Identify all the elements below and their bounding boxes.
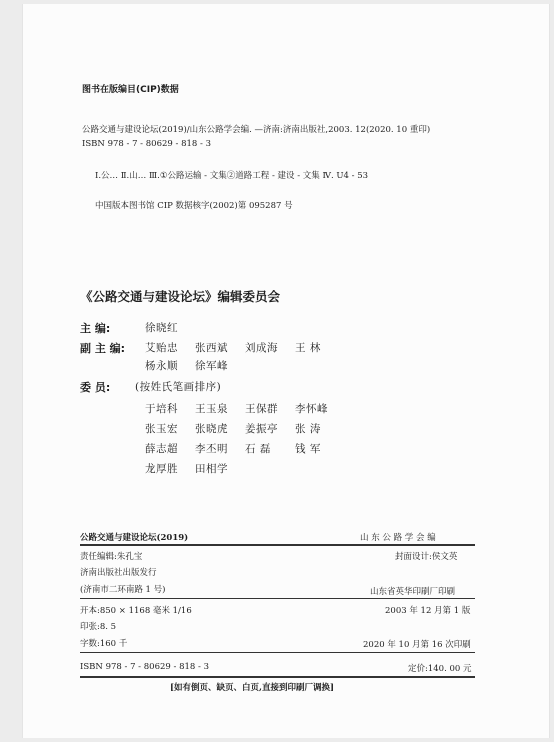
imprint-cover: 封面设计:侯文英 xyxy=(395,552,458,562)
member-name: 张 涛 xyxy=(295,423,321,435)
members-row-4 xyxy=(145,461,245,476)
imprint-sheets: 印张:8. 5 xyxy=(80,622,117,632)
imprint-format: 开本:850 × 1168 毫米 1/16 xyxy=(80,606,192,616)
members-note: (按姓氏笔画排序) xyxy=(135,381,222,393)
member-name: 田相学 xyxy=(195,463,228,475)
imprint-editor: 责任编辑:朱孔宝 xyxy=(80,552,143,562)
committee-title: 《公路交通与建设论坛》编辑委员会 xyxy=(80,289,281,304)
member-name: 李丕明 xyxy=(195,443,228,455)
cip-number: 中国版本图书馆 CIP 数据核字(2002)第 095287 号 xyxy=(95,201,293,211)
chief-name: 徐晓红 xyxy=(145,322,178,334)
imprint-isbn: ISBN 978 - 7 - 80629 - 818 - 3 xyxy=(80,662,209,672)
imprint-words: 字数:160 千 xyxy=(80,639,128,649)
deputy-row-1 xyxy=(145,340,345,355)
member-name: 张晓虎 xyxy=(195,423,228,435)
deputy-name: 张西斌 xyxy=(195,342,228,354)
member-name: 于培科 xyxy=(145,403,178,415)
member-name: 薛志超 xyxy=(145,443,178,455)
imprint-notice: [如有倒页、缺页、白页,直接到印刷厂调换] xyxy=(170,683,335,693)
imprint-book-title: 公路交通与建设论坛(2019) xyxy=(80,533,189,543)
rule-lower xyxy=(80,652,475,653)
cip-heading: 图书在版编目(CIP)数据 xyxy=(82,85,179,95)
member-name: 石 磊 xyxy=(245,443,271,455)
deputy-label: 副 主 编: xyxy=(80,342,126,355)
members-row-1 xyxy=(145,401,345,416)
rule-top xyxy=(80,544,475,546)
imprint-edition: 2003 年 12 月第 1 版 xyxy=(385,606,471,616)
member-name: 王玉泉 xyxy=(195,403,228,415)
member-name: 张玉宏 xyxy=(145,423,178,435)
deputy-name: 杨永顺 xyxy=(145,360,178,372)
deputy-name: 徐军峰 xyxy=(195,360,228,372)
deputy-row-2 xyxy=(145,358,245,373)
deputy-name: 艾贻忠 xyxy=(145,342,178,354)
rule-middle xyxy=(80,598,475,599)
cip-isbn: ISBN 978 - 7 - 80629 - 818 - 3 xyxy=(82,139,211,149)
chief-label: 主 编: xyxy=(80,322,111,335)
rule-bottom xyxy=(80,676,475,678)
cip-classification: Ⅰ.公… Ⅱ.山… Ⅲ.①公路运输 - 文集②道路工程 - 建设 - 文集 Ⅳ. U4 - 53 xyxy=(95,171,369,181)
imprint-price: 定价:140. 00 元 xyxy=(408,664,472,674)
cip-line1: 公路交通与建设论坛(2019)/山东公路学会编. —济南:济南出版社,2003. 12(2020. 10 重印) xyxy=(82,125,431,135)
imprint-publisher: 济南出版社出版发行 xyxy=(80,568,157,578)
members-row-3 xyxy=(145,441,345,456)
imprint-printer: 山东省英华印刷厂印刷 xyxy=(370,587,456,597)
member-name: 龙厚胜 xyxy=(145,463,178,475)
imprint-editor-org: 山 东 公 路 学 会 编 xyxy=(360,533,436,543)
members-label: 委 员: xyxy=(80,381,111,394)
imprint-address: (济南市二环南路 1 号) xyxy=(80,585,166,595)
member-name: 李怀峰 xyxy=(295,403,328,415)
deputy-name: 刘成海 xyxy=(245,342,278,354)
imprint-printing: 2020 年 10 月第 16 次印刷 xyxy=(363,640,471,650)
deputy-name: 王 林 xyxy=(295,342,321,354)
member-name: 钱 军 xyxy=(295,443,321,455)
member-name: 姜振亭 xyxy=(245,423,278,435)
member-name: 王保群 xyxy=(245,403,278,415)
members-row-2 xyxy=(145,421,345,436)
